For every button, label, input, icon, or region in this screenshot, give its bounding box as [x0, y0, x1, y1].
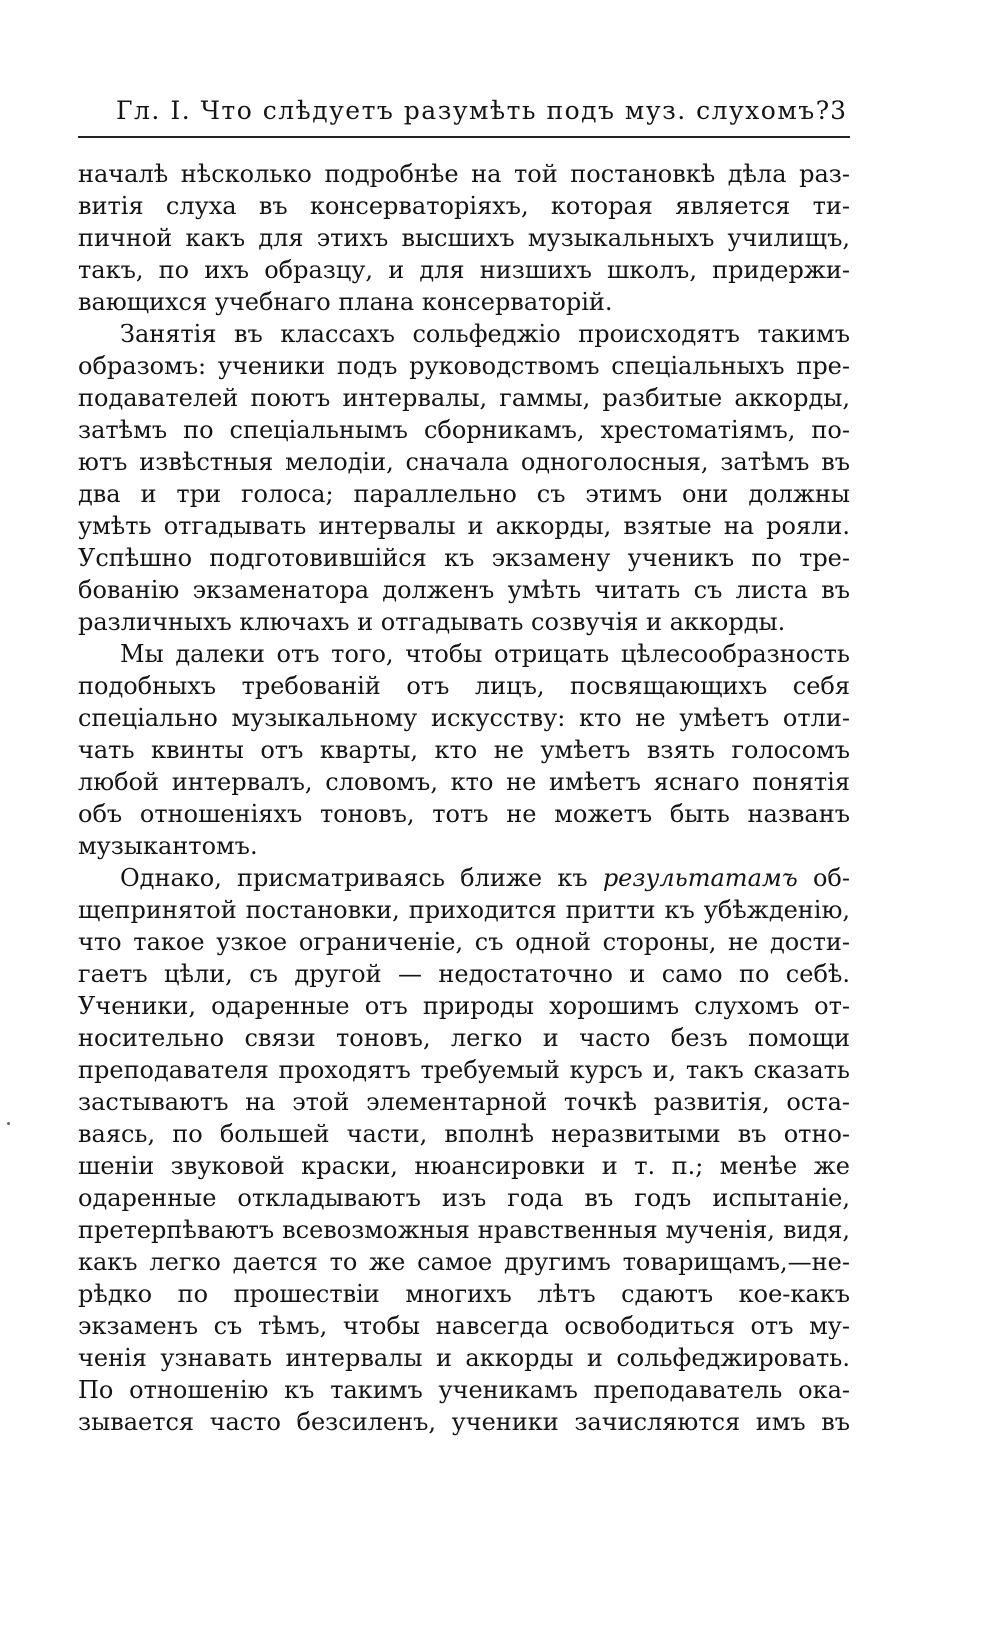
text-line: гаетъ цѣли, съ другой — недостаточно и само по себѣ. — [78, 960, 850, 988]
text-line: шеніи звуковой краски, нюансировки и т. п.; менѣе же — [78, 1152, 850, 1180]
text-line: ченія узнавать интервалы и аккорды и сольфеджировать. — [78, 1344, 850, 1372]
text-line: любой интервалъ, словомъ, кто не имѣетъ яснаго понятія — [78, 768, 850, 796]
text-line: два и три голоса; параллельно съ этимъ они должны — [78, 480, 850, 508]
text-line: музыкантомъ. — [78, 832, 258, 860]
text-line: По отношенію къ такимъ ученикамъ преподаватель ока- — [78, 1376, 850, 1404]
body-text — [78, 158, 850, 1438]
print-speck — [7, 1122, 10, 1125]
text-line: чать квинты отъ кварты, кто не умѣетъ взять голосомъ — [78, 736, 850, 764]
paragraph-1 — [78, 158, 850, 318]
text-line: подобныхъ требованій отъ лицъ, посвящающихъ себя — [78, 672, 850, 700]
text-line: Успѣшно подготовившійся къ экзамену ученикъ по тре- — [78, 544, 850, 572]
text-line: спеціально музыкальному искусству: кто не умѣетъ отли- — [78, 704, 850, 732]
text-line: ваясь, по большей части, вполнѣ неразвитыми въ отно- — [78, 1120, 850, 1148]
text-run: Однако, присматриваясь ближе къ — [120, 864, 603, 892]
text-line: рѣдко по прошествіи многихъ лѣтъ сдаютъ кое-какъ — [78, 1280, 850, 1308]
text-line: такъ, по ихъ образцу, и для низшихъ школъ, придержи- — [78, 256, 850, 284]
emphasis-text: результатамъ — [602, 864, 798, 892]
text-line: началѣ нѣсколько подробнѣе на той постановкѣ дѣла раз- — [78, 160, 850, 188]
paragraph-2 — [78, 318, 850, 638]
text-run: об- — [797, 864, 850, 892]
text-line: витія слуха въ консерваторіяхъ, которая является ти- — [78, 192, 850, 220]
text-line: бованію экзаменатора долженъ умѣть читать съ листа въ — [78, 576, 850, 604]
paragraph-3 — [78, 638, 850, 862]
text-line: одаренные откладываютъ изъ года въ годъ испытаніе, — [78, 1184, 850, 1212]
text-line: Мы далеки отъ того, чтобы отрицать цѣлесообразность — [120, 640, 850, 668]
text-line: образомъ: ученики подъ руководствомъ спеціальныхъ пре- — [78, 352, 850, 380]
text-line: зывается часто безсиленъ, ученики зачисляются имъ въ — [78, 1408, 850, 1436]
text-line: экзаменъ съ тѣмъ, чтобы навсегда освободиться отъ му- — [78, 1312, 850, 1340]
text-line: умѣть отгадывать интервалы и аккорды, взятые на рояли. — [78, 512, 850, 540]
text-line: вающихся учебнаго плана консерваторій. — [78, 288, 613, 316]
text-line: претерпѣваютъ всевозможныя нравственныя мученія, видя, — [78, 1216, 850, 1244]
chapter-title: Гл. I. Что слѣдуетъ разумѣть подъ муз. слухомъ? — [116, 96, 831, 125]
text-line: щепринятой постановки, приходится притти къ убѣжденію, — [78, 896, 850, 924]
text-line: преподавателя проходятъ требуемый курсъ и, такъ сказать — [78, 1056, 850, 1084]
text-line: что такое узкое ограниченіе, съ одной стороны, не дости- — [78, 928, 850, 956]
text-line: пичной какъ для этихъ высшихъ музыкальныхъ училищъ, — [78, 224, 850, 252]
text-line: ютъ извѣстныя мелодіи, сначала одноголосныя, затѣмъ въ — [78, 448, 850, 476]
text-line: какъ легко дается то же самое другимъ товарищамъ,—не- — [78, 1248, 850, 1276]
text-line: Занятія въ классахъ сольфеджіо происходятъ такимъ — [120, 320, 850, 348]
page-number: 3 — [830, 96, 846, 125]
text-line: затѣмъ по спеціальнымъ сборникамъ, хрестоматіямъ, по- — [78, 416, 850, 444]
text-line: носительно связи тоновъ, легко и часто безъ помощи — [78, 1024, 850, 1052]
text-line: объ отношеніяхъ тоновъ, тотъ не можетъ быть названъ — [78, 800, 850, 828]
text-line: Ученики, одаренные отъ природы хорошимъ слухомъ от- — [78, 992, 850, 1020]
text-line — [78, 862, 850, 894]
paragraph-4 — [78, 862, 850, 1438]
text-line: застываютъ на этой элементарной точкѣ развитія, оста- — [78, 1088, 850, 1116]
text-line: различныхъ ключахъ и отгадывать созвучія и аккорды. — [78, 608, 786, 636]
text-line: подавателей поютъ интервалы, гаммы, разбитые аккорды, — [78, 384, 850, 412]
running-head — [78, 96, 850, 138]
